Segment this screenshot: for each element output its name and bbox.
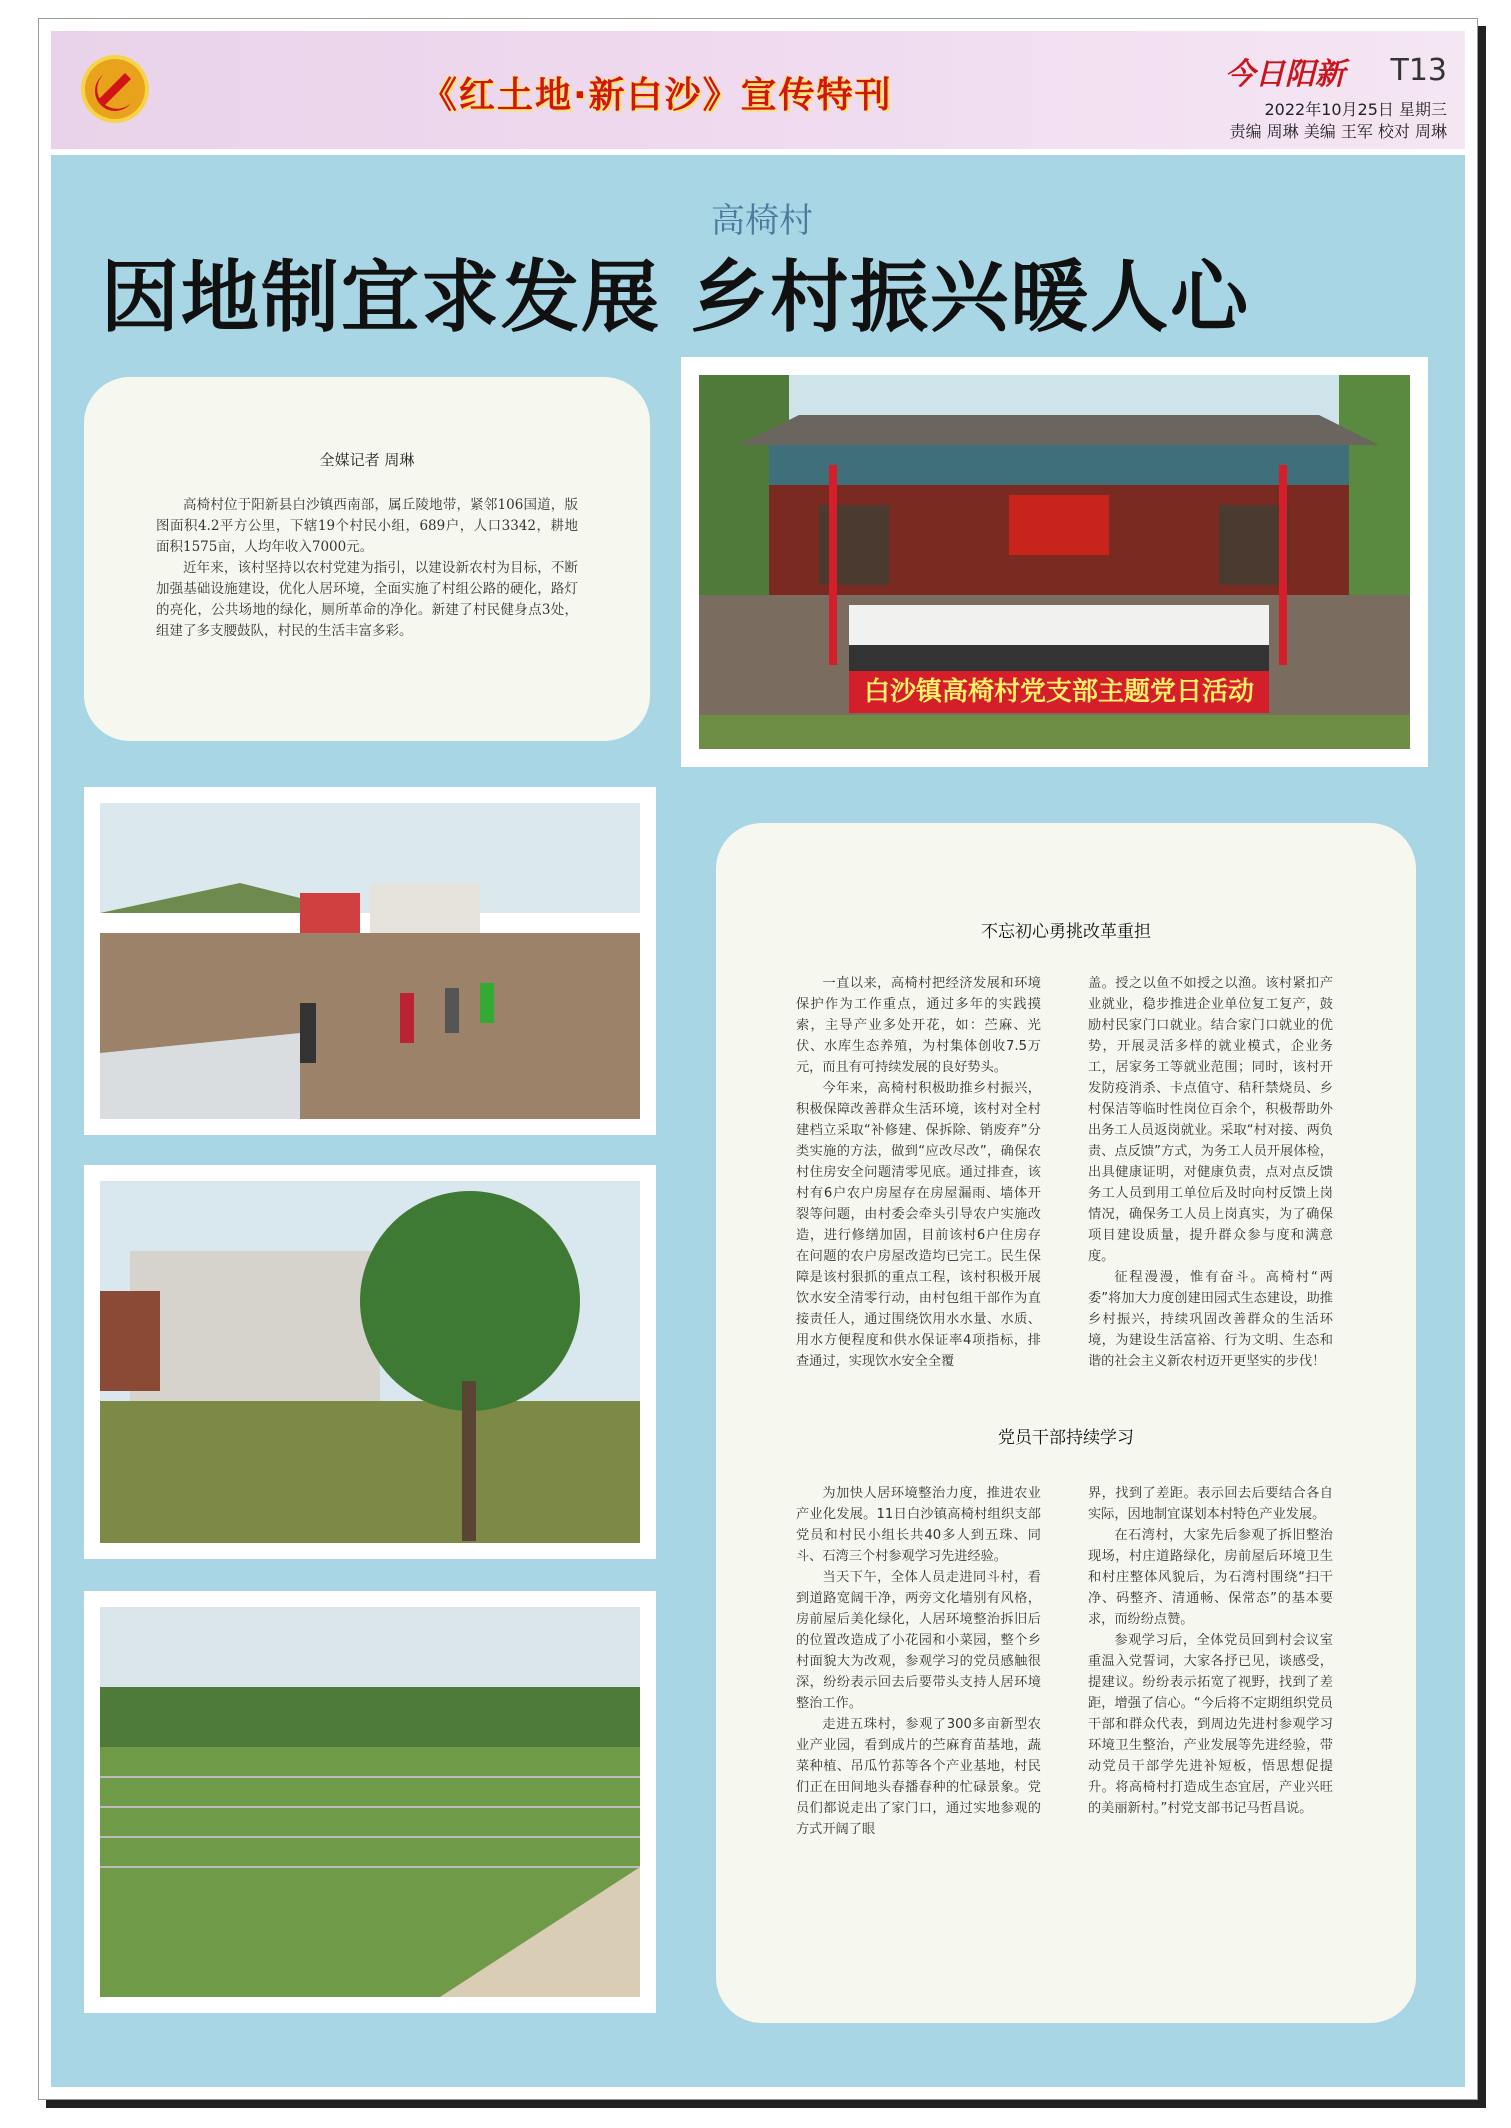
farmland-photo — [84, 787, 656, 1135]
byline: 全媒记者 周琳 — [319, 451, 415, 469]
intro-paragraph: 高椅村位于阳新县白沙镇西南部，属丘陵地带，紧邻106国道，版图面积4.2平方公里，下辖19个村民小组，689户，人口3342，耕地面积1575亩，人均年收入7000元。 — [156, 497, 578, 555]
intro-paragraph: 近年来，该村坚持以农村党建为指引，以建设新农村为目标，不断加强基础设施建设，优化人居环境，全面实施了村组公路的硬化，路灯的亮化，公共场地的绿化，厕所革命的净化。新建了村民健身点3处，组建了多支腰鼓队，村民的生活丰富多彩。 — [156, 560, 578, 639]
party-emblem-icon — [79, 53, 151, 125]
nursery-field-icon — [100, 1607, 640, 1997]
section2-column1 — [796, 1483, 1041, 1840]
group-photo — [681, 357, 1428, 767]
paragraph: 一直以来，高椅村把经济发展和环境保护作为工作重点，通过多年的实践摸索，主导产业多处开花，如：苎麻、光伏、水库生态养殖，为村集体创收7.5万元，而且有可持续发展的良好势头。 — [796, 976, 1041, 1075]
paragraph: 征程漫漫，惟有奋斗。高椅村“两委”将加大力度创建田园式生态建设，助推乡村振兴，持续巩固改善群众的生活环境，为建设生活富裕、行为文明、生态和谐的社会主义新农村迈开更坚实的步伐！ — [1088, 1270, 1333, 1369]
article-headline: 因地制宜求发展 乡村振兴暖人心 — [101, 253, 1251, 343]
article-panel — [51, 155, 1465, 2087]
special-issue-title: 《红土地·新白沙》宣传特刊 — [421, 75, 893, 116]
paragraph: 界，找到了差距。表示回去后要结合各自实际，因地制宜谋划本村特色产业发展。 — [1088, 1486, 1333, 1522]
section2-column2 — [1088, 1483, 1333, 1819]
paragraph: 盖。授之以鱼不如授之以渔。该村紧扣产业就业，稳步推进企业单位复工复产，鼓励村民家门口就业。结合家门口就业的优势，开展灵活多样的就业模式，企业务工，居家务工等就业范围；同时，该村开发防疫消杀、卡点值守、秸秆禁烧员、乡村保洁等临时性岗位百余个，积极帮助外出务工人员返岗就业。采取“村对接、两负责、点反馈”方式，为务工人员开展体检，出具健康证明，对健康负责，点对点反馈务工人员到用工单位后及时向村反馈上岗情况，确保务工人员上岗真实，为了确保项目建设质量，提升群众参与度和满意度。 — [1088, 976, 1333, 1264]
issue-date: 2022年10月25日 星期三 — [1264, 100, 1447, 119]
section-title: 党员干部持续学习 — [998, 1428, 1134, 1448]
editor-credits: 责编 周琳 美编 王军 校对 周琳 — [1229, 122, 1447, 141]
section-title: 不忘初心勇挑改革重担 — [981, 922, 1151, 942]
section1-column1 — [796, 973, 1041, 1372]
paragraph: 今年来，高椅村积极助推乡村振兴，积极保障改善群众生活环境，该村对全村建档立采取“补修建、保拆除、销废弃”分类实施的方法，做到“应改尽改”，确保农村住房安全问题清零见底。通过排查，该村有6户农户房屋存在房屋漏雨、墙体开裂等问题，由村委会牵头引导农户实施改造，进行修缮加固，目前该村6户住房存在问题的农户房屋改造均已完工。民生保障是该村狠抓的重点工程，该村积极开展饮水安全清零行动，由村包组干部作为直接责任人，通过围绕饮用水水量、水质、用水方便程度和供水保证率4项指标，排查通过，实现饮水安全全覆 — [796, 1081, 1041, 1369]
intro-text — [156, 495, 578, 642]
nursery-photo — [84, 1591, 656, 2013]
intro-card — [84, 377, 650, 741]
page-header — [51, 31, 1465, 149]
newspaper-logo: 今日阳新 — [1225, 57, 1345, 92]
page-number: T13 — [1390, 53, 1447, 88]
group-photo-image — [699, 375, 1410, 749]
photo-banner-text: 白沙镇高椅村党支部主题党日活动 — [863, 677, 1254, 707]
paragraph: 为加快人居环境整治力度，推进农业产业化发展。11日白沙镇高椅村组织支部党员和村民小组长共40多人到五珠、同斗、石湾三个村参观学习先进经验。 — [796, 1486, 1041, 1564]
tree-house-icon — [100, 1181, 640, 1543]
paragraph: 在石湾村，大家先后参观了拆旧整治现场，村庄道路绿化，房前屋后环境卫生和村庄整体风貌后，为石湾村围绕“扫干净、码整齐、清通畅、保常态”的基本要求，而纷纷点赞。 — [1088, 1528, 1333, 1627]
newspaper-page — [38, 18, 1478, 2100]
main-text-card — [716, 823, 1416, 2023]
farm-field-icon — [100, 803, 640, 1119]
article-kicker: 高椅村 — [711, 201, 813, 241]
tree-photo — [84, 1165, 656, 1559]
section1-column2 — [1088, 973, 1333, 1372]
paragraph: 参观学习后，全体党员回到村会议室重温入党誓词，大家各抒已见，谈感受，提建议。纷纷表示拓宽了视野，找到了差距，增强了信心。“今后将不定期组织党员干部和群众代表，到周边先进村参观学习环境卫生整治，产业发展等先进经验，带动党员干部学先进补短板，悟思想促提升。将高椅村打造成生态宜居，产业兴旺的美丽新村。”村党支部书记马哲昌说。 — [1088, 1633, 1333, 1816]
paragraph: 当天下午，全体人员走进同斗村，看到道路宽阔干净，两旁文化墙别有风格，房前屋后美化绿化，人居环境整治拆旧后的位置改造成了小花园和小菜园，整个乡村面貌大为改观，参观学习的党员感触很深，纷纷表示回去后要带头支持人居环境整治工作。 — [796, 1570, 1041, 1711]
paragraph: 走进五珠村，参观了300多亩新型农业产业园，看到成片的苎麻育苗基地，蔬菜种植、吊瓜竹荪等各个产业基地，村民们正在田间地头春播春种的忙碌景象。党员们都说走出了家门口，通过实地参观的方式开阔了眼 — [796, 1717, 1041, 1837]
